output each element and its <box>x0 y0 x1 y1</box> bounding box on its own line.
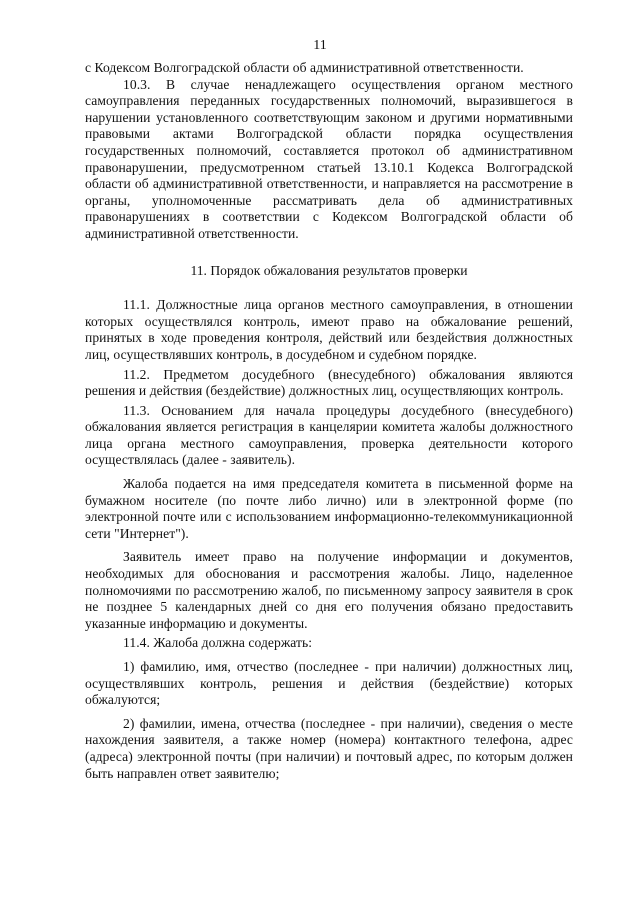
clause-11-4: 11.4. Жалоба должна содержать: <box>123 635 313 651</box>
section-heading: 11. Порядок обжалования результатов проверки <box>190 262 468 278</box>
complaint-submission: Жалоба подается на имя председателя комитета в письменной форме на бумажном носителе (по почте либо лично) или в электронной форме (по электронной почте или с использованием информационно-телекоммуникационной сети "Интернет"). <box>85 476 573 541</box>
clause-11-1: 11.1. Должностные лица органов местного самоуправления, в отношении которых осуществлялся контроль, имеют право на обжалование решений, принятых в ходе проведения контроля, действий или бездействия должностных лиц, осуществлявших контроль, в досудебном и судебном порядке. <box>85 297 573 362</box>
page-number: 11 <box>313 38 327 53</box>
clause-11-3: 11.3. Основанием для начала процедуры досудебного (внесудебного) обжалования является регистрация в канцелярии комитета жалобы должностного лица органа местного самоуправления, проверка деятельности которого осуществлялась (далее - заявитель). <box>85 402 573 468</box>
complaint-item-1: 1) фамилию, имя, отчество (последнее - при наличии) должностных лиц, осуществлявших контроль, решения и действия (бездействие) которых обжалуются; <box>85 659 573 708</box>
clause-10-3: 10.3. В случае ненадлежащего осуществления органом местного самоуправления переданных государственных полномочий, выразившегося в нарушении установленного соответствующим законом и другими нормативными правовыми актами Волгоградской области порядка осуществления государственных полномочий, составляется протокол об административном правонарушении, предусмотренном статьей 13.10.1 Кодекса Волгоградской области об административной ответственности, и направляется на рассмотрение в органы, уполномоченные рассматривать дела об административных правонарушениях в соответствии с Кодексом Волгоградской области об административной ответственности. <box>85 76 573 241</box>
clause-11-2: 11.2. Предметом досудебного (внесудебного) обжалования являются решения и действия (бездействие) должностных лиц, осуществляющих контроль. <box>85 366 573 399</box>
complaint-item-2: 2) фамилии, имена, отчества (последнее - при наличии), сведения о месте нахождения заявителя, а также номер (номера) контактного телефона, адрес (адреса) электронной почты (при наличии) и почтовый адрес, по которым должен быть направлен ответ заявителю; <box>85 715 573 781</box>
applicant-rights: Заявитель имеет право на получение информации и документов, необходимых для обоснования и рассмотрения жалобы. Лицо, наделенное полномочиями по рассмотрению жалоб, по письменному запросу заявителя в срок не позднее 5 календарных дней со дня его получения обязано предоставить указанные информацию и документы. <box>85 549 573 631</box>
continued-line: с Кодексом Волгоградской области об административной ответственности. <box>85 60 524 75</box>
document-body <box>85 60 573 782</box>
